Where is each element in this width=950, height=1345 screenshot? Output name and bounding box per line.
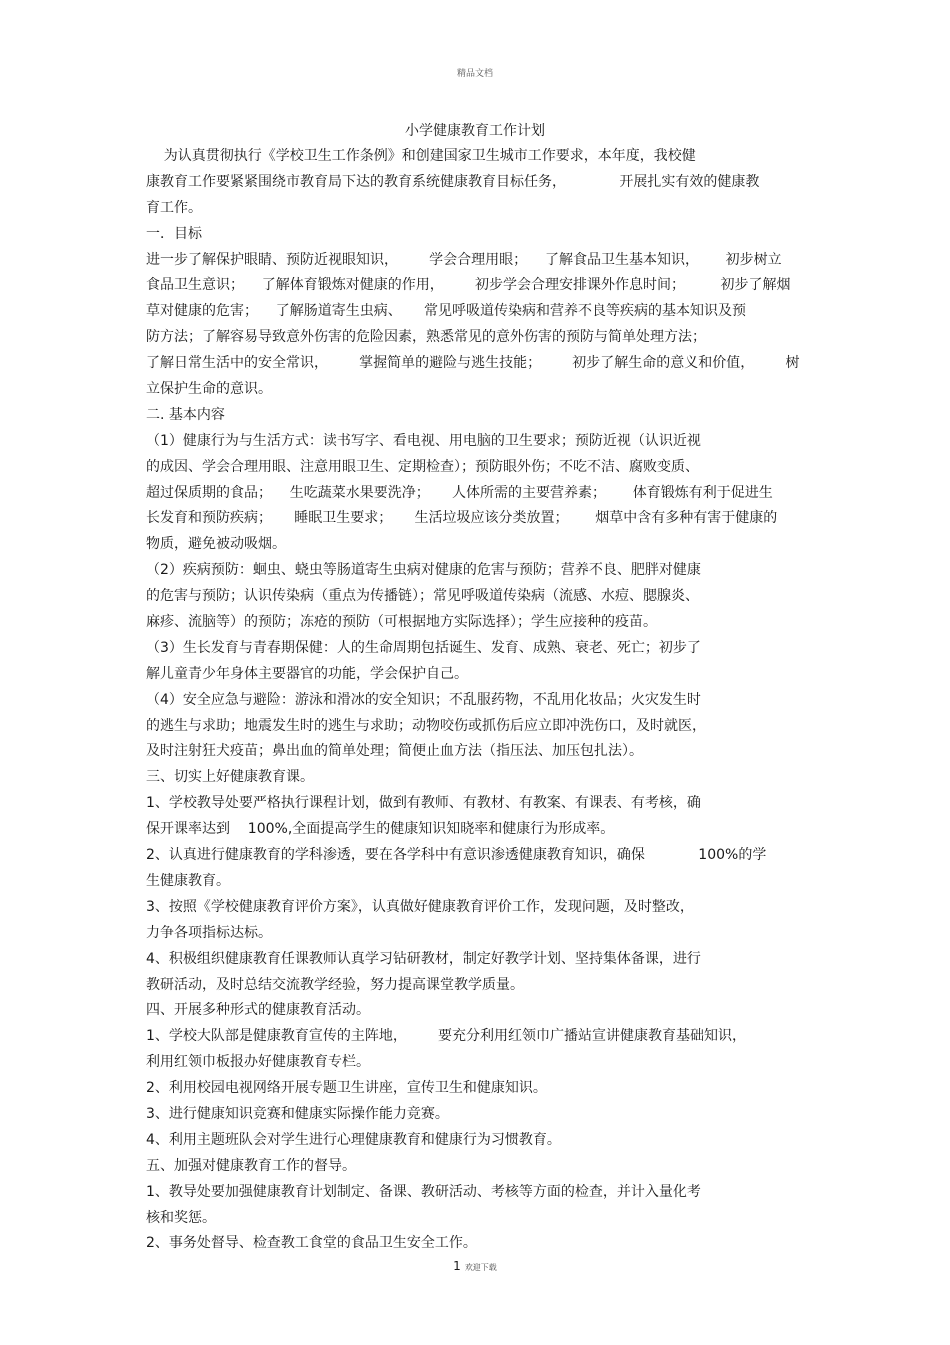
text-line: [146, 1206, 816, 1232]
text-line: [146, 248, 816, 274]
text-line: [146, 1102, 816, 1128]
text-line-content: 2、事务处督导、检查教工食堂的食品卫生安全工作。: [146, 1235, 477, 1252]
text-line-content: 3、按照《学校健康教育评价方案》，认真做好健康教育评价工作，发现问题，及时整改，: [146, 898, 694, 915]
text-line: [146, 998, 816, 1024]
text-line: [146, 610, 816, 636]
text-line-content: 的危害与预防；认识传染病（重点为传播链）；常见呼吸道传染病（流感、水痘、腮腺炎、: [146, 588, 699, 605]
text-line-content: 二. 基本内容: [146, 406, 225, 423]
text-line: [146, 299, 816, 325]
document-body: [146, 144, 816, 1257]
text-line-content: 1、学校教导处要严格执行课程计划，做到有教师、有教材、有教案、有课表、有考核，确: [146, 795, 701, 812]
text-line: [146, 662, 816, 688]
text-line: [146, 688, 816, 714]
text-line-content: 四、开展多种形式的健康教育活动。: [146, 1002, 370, 1019]
text-line: [146, 843, 816, 869]
text-line-content: 力争各项指标达标。: [146, 924, 272, 941]
text-line-content: 解儿童青少年身体主要器官的功能，学会保护自己。: [146, 665, 468, 682]
page-number: 1: [453, 1259, 461, 1273]
text-line: [146, 895, 816, 921]
text-line-content: 4、利用主题班队会对学生进行心理健康教育和健康行为习惯教育。: [146, 1131, 561, 1148]
text-line: [146, 558, 816, 584]
text-line: [146, 222, 816, 248]
text-line: [146, 869, 816, 895]
text-line: [146, 1024, 816, 1050]
text-line-content: 2、认真进行健康教育的学科渗透，要在各学科中有意识渗透健康教育知识，确保 100%的学: [146, 847, 767, 864]
text-line: [146, 817, 816, 843]
text-line: [146, 273, 816, 299]
text-line-content: 了解日常生活中的安全常识， 掌握简单的避险与逃生技能； 初步了解生命的意义和价值， 树: [146, 355, 800, 372]
page-footer: [0, 1259, 950, 1273]
text-line-content: 进一步了解保护眼睛、预防近视眼知识， 学会合理用眼； 了解食品卫生基本知识， 初步树立: [146, 251, 782, 268]
text-line: [146, 921, 816, 947]
text-line: [146, 481, 816, 507]
text-line-content: 及时注射狂犬疫苗；鼻出血的简单处理；简便止血方法（指压法、加压包扎法）。: [146, 743, 643, 760]
text-line-content: 康教育工作要紧紧围绕市教育局下达的教育系统健康教育目标任务， 开展扎实有效的健康教: [146, 173, 760, 190]
text-line: [146, 506, 816, 532]
text-line: [146, 429, 816, 455]
text-line: [146, 196, 816, 222]
text-line: [146, 636, 816, 662]
text-line: [146, 947, 816, 973]
text-line: [146, 791, 816, 817]
text-line-content: 生健康教育。: [146, 872, 230, 889]
document-title: 小学健康教育工作计划: [405, 123, 545, 139]
text-line: [146, 532, 816, 558]
text-line-content: （3）生长发育与青春期保健：人的生命周期包括诞生、发育、成熟、衰老、死亡；初步了: [146, 639, 701, 656]
text-line-content: 3、进行健康知识竞赛和健康实际操作能力竞赛。: [146, 1105, 449, 1122]
text-line-content: 三、切实上好健康教育课。: [146, 769, 314, 786]
text-line-content: 超过保质期的食品； 生吃蔬菜水果要洗净； 人体所需的主要营养素； 体育锻炼有利于促进生: [146, 484, 773, 501]
text-line-content: 一．目标: [146, 225, 202, 242]
text-line: [146, 973, 816, 999]
text-line-content: 教研活动，及时总结交流教学经验，努力提高课堂教学质量。: [146, 976, 524, 993]
text-line-content: 草对健康的危害； 了解肠道寄生虫病、 常见呼吸道传染病和营养不良等疾病的基本知识及预: [146, 303, 747, 320]
text-line-content: 立保护生命的意识。: [146, 381, 272, 398]
text-line: [146, 1128, 816, 1154]
text-line-content: （4）安全应急与避险：游泳和滑冰的安全知识；不乱服药物，不乱用化妆品；火灾发生时: [146, 691, 701, 708]
text-line-content: （2）疾病预防：蛔虫、蛲虫等肠道寄生虫病对健康的危害与预防；营养不良、肥胖对健康: [146, 562, 701, 579]
text-line-content: 核和奖惩。: [146, 1209, 216, 1226]
text-line: [146, 1076, 816, 1102]
text-line-content: 防方法；了解容易导致意外伤害的危险因素，熟悉常见的意外伤害的预防与简单处理方法；: [146, 329, 706, 346]
footer-note: 欢迎下载: [464, 1263, 497, 1272]
text-line: [146, 1154, 816, 1180]
text-line-content: 2、利用校园电视网络开展专题卫生讲座，宣传卫生和健康知识。: [146, 1080, 547, 1097]
text-line-content: 五、加强对健康教育工作的督导。: [146, 1157, 356, 1174]
text-line: [146, 1231, 816, 1257]
text-line-content: 利用红领巾板报办好健康教育专栏。: [146, 1054, 370, 1071]
text-line: [146, 1050, 816, 1076]
text-line-content: 物质，避免被动吸烟。: [146, 536, 286, 553]
text-line-content: 的逃生与求助；地震发生时的逃生与求助；动物咬伤或抓伤后应立即冲洗伤口，及时就医，: [146, 717, 706, 734]
text-line-content: 的成因、学会合理用眼、注意用眼卫生、定期检查）；预防眼外伤；不吃不洁、腐败变质、: [146, 458, 699, 475]
page-header: 精品文档: [456, 69, 493, 79]
text-line: [146, 144, 816, 170]
text-line-content: 1、教导处要加强健康教育计划制定、备课、教研活动、考核等方面的检查，并计入量化考: [146, 1183, 701, 1200]
text-line: [146, 584, 816, 610]
text-line-content: 为认真贯彻执行《学校卫生工作条例》和创建国家卫生城市工作要求，本年度，我校健: [146, 148, 696, 164]
text-line: [146, 739, 816, 765]
text-line-content: 1、学校大队部是健康教育宣传的主阵地， 要充分利用红领巾广播站宣讲健康教育基础知识，: [146, 1028, 747, 1045]
text-line-content: 保开课率达到 100%,全面提高学生的健康知识知晓率和健康行为形成率。: [146, 821, 615, 838]
text-line: [146, 455, 816, 481]
text-line-content: 4、积极组织健康教育任课教师认真学习钻研教材，制定好教学计划、坚持集体备课，进行: [146, 950, 701, 967]
text-line-content: 食品卫生意识； 了解体育锻炼对健康的作用， 初步学会合理安排课外作息时间； 初步了解烟: [146, 277, 791, 294]
text-line: [146, 351, 816, 377]
text-line: [146, 170, 816, 196]
text-line: [146, 1180, 816, 1206]
text-line: [146, 765, 816, 791]
text-line: [146, 377, 816, 403]
text-line: [146, 325, 816, 351]
text-line-content: （1）健康行为与生活方式：读书写字、看电视、用电脑的卫生要求；预防近视（认识近视: [146, 432, 701, 449]
text-line-content: 育工作。: [146, 199, 202, 216]
text-line: [146, 403, 816, 429]
text-line: [146, 714, 816, 740]
text-line-content: 麻疹、流脑等）的预防；冻疮的预防（可根据地方实际选择）；学生应接种的疫苗。: [146, 614, 657, 631]
text-line-content: 长发育和预防疾病； 睡眠卫生要求； 生活垃圾应该分类放置； 烟草中含有多种有害于健康的: [146, 510, 778, 527]
